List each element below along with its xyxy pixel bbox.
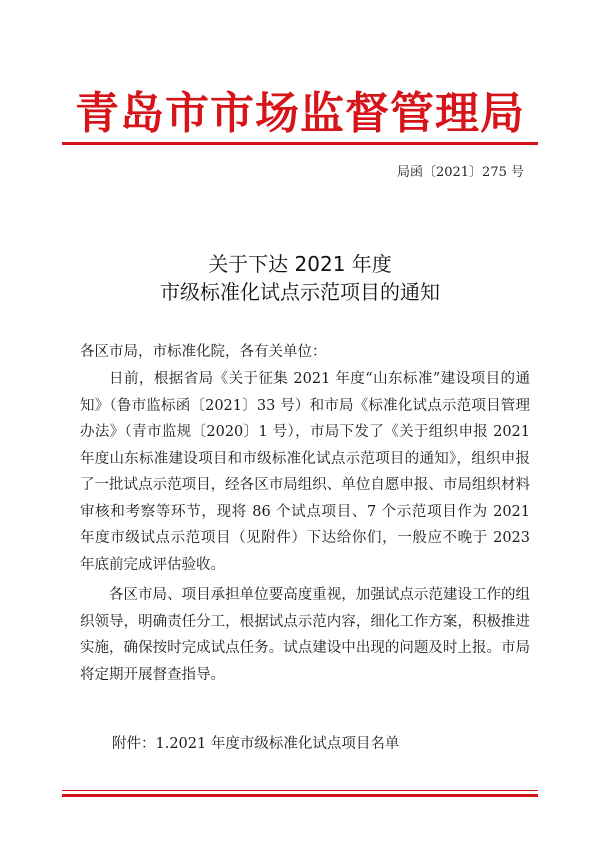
title-line-2: 市级标准化试点示范项目的通知 [160, 280, 440, 304]
agency-masthead: 青岛市市场监督管理局 [75, 88, 525, 139]
attachment-line: 附件：1.2021 年度市级标准化试点项目名单 [112, 736, 400, 752]
document-number: 局函〔2021〕275 号 [396, 165, 524, 180]
body-section [80, 366, 530, 688]
header-red-rule [62, 142, 538, 145]
salutation: 各区市局，市标准化院，各有关单位： [80, 344, 327, 360]
footer-rule-top [62, 790, 538, 791]
footer-rule-bottom [62, 794, 538, 797]
paragraph-1: 日前，根据省局《关于征集 2021 年度“山东标准”建设项目的通知》（鲁市监标函〔2021〕33 号）和市局《标准化试点示范项目管理办法》（青市监规〔2020〕1 号），市局下发了《关于组织申报 2021 年度山东标准建设项目和市级标准化试点示范项目的通知》，组织申报了一批试点示范项目，经各区市局组织、单位自愿申报、市局组织材料审核和考察等环节，现将 86 个试点项目、7 个示范项目作为 2021 年度市级试点示范项目（见附件）下达给你们，一般应不晚于 2023 年底前完成评估验收。 [80, 371, 530, 573]
paragraph-2: 各区市局、项目承担单位要高度重视，加强试点示范建设工作的组织领导，明确责任分工，根据试点示范内容，细化工作方案，积极推进实施，确保按时完成试点任务。试点建设中出现的问题及时上报。市局将定期开展督查指导。 [80, 587, 530, 683]
title-line-1: 关于下达 2021 年度 [208, 252, 392, 276]
